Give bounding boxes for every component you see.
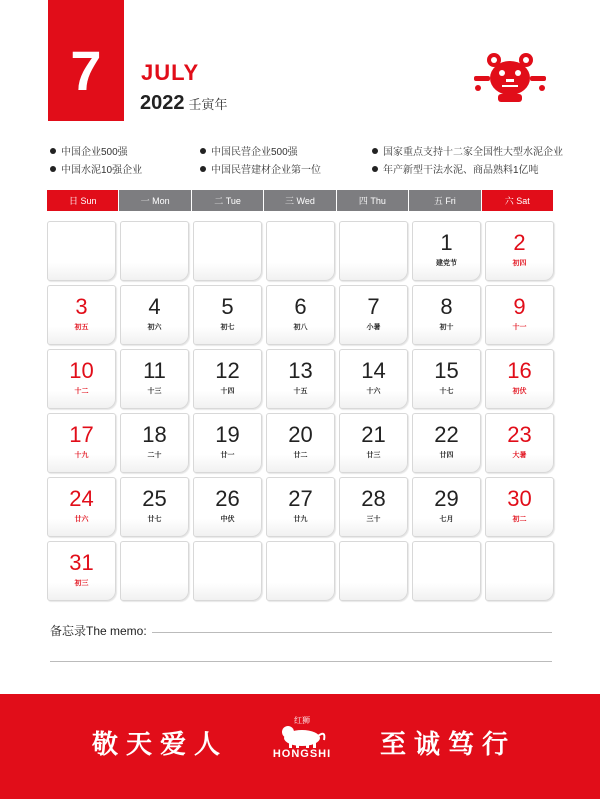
weekday-header [47,190,553,211]
lunar-label: 初七 [220,324,235,331]
day-cell [412,477,481,537]
memo-line [152,632,552,633]
lunar-label: 廿七 [147,516,162,523]
day-number: 26 [215,486,240,511]
lunar-label: 大暑 [512,452,527,459]
bullet-icon [200,166,206,172]
bullet-icon [372,148,378,154]
lunar-label: 十二 [74,388,89,395]
info-item: 中国民营企业500强 [200,143,298,158]
lunar-label: 七月 [439,516,454,523]
day-number: 3 [75,294,88,319]
day-cell [120,477,189,537]
day-cell [339,413,408,473]
lunar-label: 廿四 [439,452,454,459]
bullet-icon [50,148,56,154]
day-cell [120,349,189,409]
year-chinese: 壬寅年 [188,97,228,112]
lunar-label: 初五 [74,324,89,331]
calendar-grid [47,221,555,601]
day-number: 15 [434,358,459,383]
weekday-fri: 五 Fri [409,190,481,211]
day-cell [266,285,335,345]
weekday-sun: 日 Sun [47,190,119,211]
slogan-left: 敬天爱人 [92,729,229,759]
day-number: 20 [288,422,313,447]
lunar-label: 小暑 [366,324,381,331]
day-cell [120,285,189,345]
day-number: 27 [288,486,313,511]
day-number: 7 [367,294,380,319]
lunar-label: 十七 [439,388,454,395]
lunar-label: 二十 [147,452,162,459]
lunar-label: 初伏 [512,388,527,395]
day-number: 4 [148,294,161,319]
empty-day-cell [266,541,335,601]
day-cell [47,413,116,473]
day-cell [120,413,189,473]
month-number: 7 [70,38,102,102]
day-number: 31 [69,550,94,575]
day-cell [485,349,554,409]
lunar-label: 十三 [147,388,162,395]
lunar-label: 中伏 [220,516,235,523]
empty-day-cell [339,221,408,281]
day-number: 21 [361,422,386,447]
day-cell [193,413,262,473]
day-number: 10 [69,358,94,383]
tiger-papercut-icon [472,48,548,110]
day-number: 12 [215,358,240,383]
bullet-icon [50,166,56,172]
info-item: 中国企业500强 [50,143,128,158]
day-cell [339,477,408,537]
day-cell [47,285,116,345]
brand-chinese: 红狮 [294,716,310,725]
empty-day-cell [412,541,481,601]
day-cell [485,221,554,281]
year: 2022 [140,92,185,114]
empty-day-cell [339,541,408,601]
day-number: 17 [69,422,94,447]
lunar-label: 廿三 [366,452,381,459]
lunar-label: 初八 [293,324,308,331]
day-number: 11 [143,358,166,383]
day-cell [485,285,554,345]
empty-day-cell [120,221,189,281]
month-name: JULY [141,60,200,85]
day-cell [412,349,481,409]
lunar-label: 十六 [366,388,381,395]
day-number: 8 [440,294,453,319]
lunar-label: 十五 [293,388,308,395]
info-item: 中国民营建材企业第一位 [200,161,321,176]
day-cell [266,477,335,537]
day-cell [485,413,554,473]
weekday-wed: 三 Wed [264,190,336,211]
day-number: 6 [294,294,307,319]
bullet-icon [372,166,378,172]
lunar-label: 廿九 [293,516,308,523]
day-number: 14 [361,358,386,383]
day-number: 28 [361,486,386,511]
day-number: 18 [142,422,167,447]
day-number: 1 [440,230,453,255]
day-cell [339,285,408,345]
empty-day-cell [193,541,262,601]
day-number: 19 [215,422,240,447]
day-number: 22 [434,422,459,447]
weekday-sat: 六 Sat [482,190,553,211]
day-cell [193,285,262,345]
day-cell [47,541,116,601]
day-number: 30 [507,486,532,511]
day-cell [266,349,335,409]
lunar-label: 初三 [74,580,89,587]
day-number: 5 [221,294,234,319]
lunar-label: 十四 [220,388,235,395]
day-number: 29 [434,486,459,511]
slogan-right: 至诚笃行 [380,729,517,759]
memo-label: 备忘录The memo: [50,624,147,638]
day-number: 13 [288,358,313,383]
day-cell [266,413,335,473]
lunar-label: 三十 [366,516,381,523]
lunar-label: 建党节 [436,260,457,267]
day-number: 25 [142,486,167,511]
lunar-label: 十九 [74,452,89,459]
day-cell [339,349,408,409]
day-number: 16 [507,358,532,383]
weekday-tue: 二 Tue [192,190,264,211]
memo-line [50,661,552,662]
brand-name: HONGSHI [272,748,332,760]
day-cell [412,413,481,473]
day-cell [412,221,481,281]
empty-day-cell [485,541,554,601]
day-number: 9 [513,294,526,319]
empty-day-cell [193,221,262,281]
day-cell [193,349,262,409]
lunar-label: 初十 [439,324,454,331]
day-number: 2 [513,230,526,255]
day-number: 23 [507,422,532,447]
lunar-label: 初二 [512,516,527,523]
lunar-label: 十一 [512,324,527,331]
month-number-box [48,0,124,121]
lunar-label: 初四 [512,260,527,267]
lunar-label: 廿六 [74,516,89,523]
weekday-mon: 一 Mon [119,190,191,211]
info-item: 国家重点支持十二家全国性大型水泥企业 [372,143,563,158]
day-cell [47,349,116,409]
day-cell [485,477,554,537]
info-item: 年产新型干法水泥、商品熟料1亿吨 [372,161,539,176]
empty-day-cell [266,221,335,281]
bullet-icon [200,148,206,154]
weekday-thu: 四 Thu [337,190,409,211]
year-row [140,92,228,115]
lunar-label: 初六 [147,324,162,331]
day-cell [412,285,481,345]
day-cell [193,477,262,537]
empty-day-cell [120,541,189,601]
day-number: 24 [69,486,94,511]
empty-day-cell [47,221,116,281]
info-item: 中国水泥10强企业 [50,161,142,176]
lunar-label: 廿一 [220,452,235,459]
day-cell [47,477,116,537]
lunar-label: 廿二 [293,452,308,459]
